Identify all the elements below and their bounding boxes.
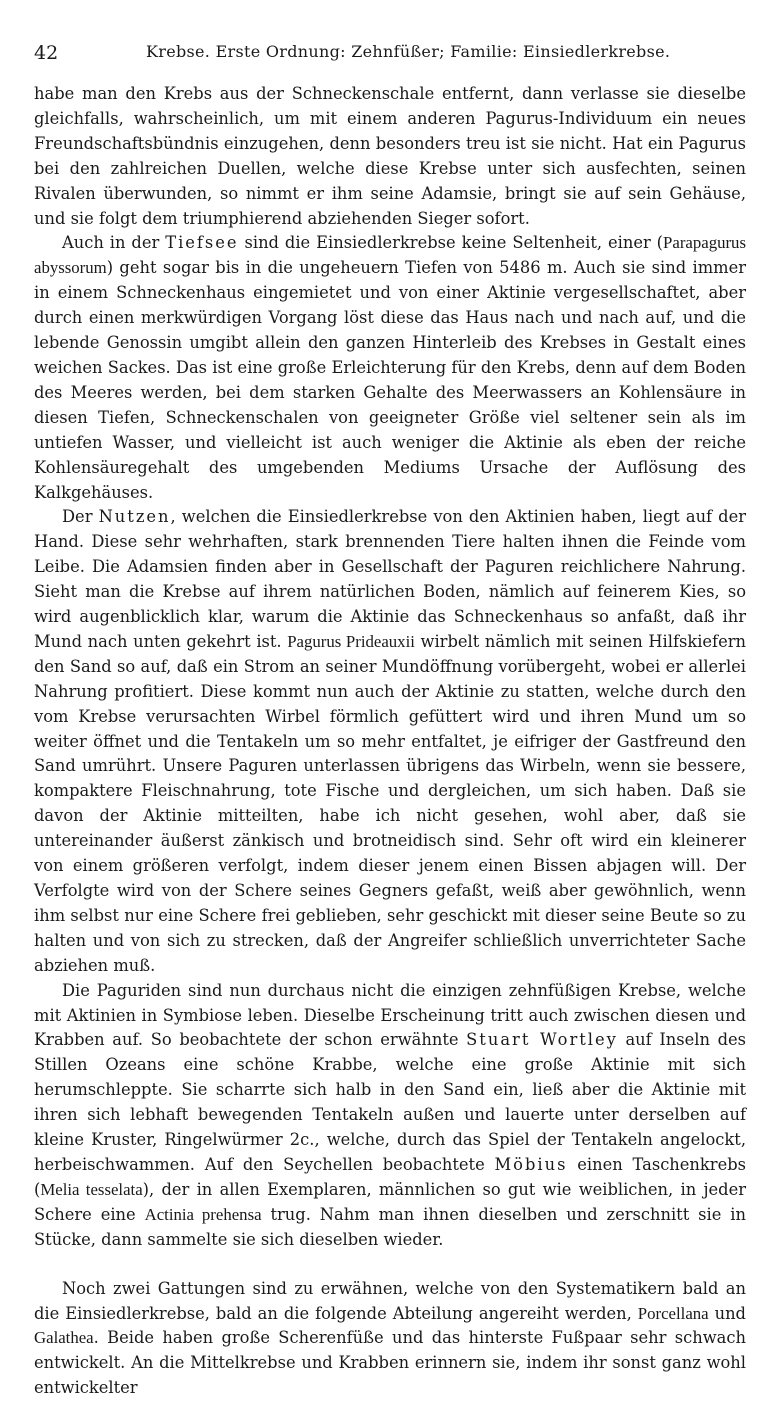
paragraph — [34, 1277, 746, 1401]
text-run: , welchen die Einsiedlerkrebse von den Aktinien haben, liegt auf der Hand. Diese sehr wehrhaften, stark brennenden Tiere halten ihnen die Feinde vom Leibe. Die Adamsien finden aber in Gesellschaft der Paguren reichlichere Nahrung. Sieht man die Krebse auf ihrem natürlichen Boden, nämlich auf feinerem Kies, so wird augenblicklich klar, warum die Aktinie das Schneckenhaus so anfaßt, daß ihr Mund nach unten gekehrt ist. — [34, 507, 746, 651]
paragraph — [34, 82, 746, 231]
text-run: wirbelt nämlich mit seinen Hilfskiefern den Sand so auf, daß ein Strom an seiner Mundöffnung vorübergeht, wobei er allerlei Nahrung profitiert. Diese kommt nun auch der Aktinie zu statten, welche durch den vom Krebse verursachten Wirbel förmlich gefüttert wird und ihren Mund um so weiter öffnet und die Tentakeln um so mehr entfaltet, je eifriger der Gastfreund den Sand umrührt. Unsere Paguren unterlassen übrigens das Wirbeln, wenn sie bessere, kompaktere Fleischnahrung, tote Fische und dergleichen, um sich haben. Daß sie davon der Aktinie mitteilten, habe ich nicht gesehen, wohl aber, daß sie untereinander äußerst zänkisch und brotneidisch sind. Sehr oft wird ein kleinerer von einem größeren verfolgt, indem dieser jenem einen Bissen abjagen will. Der Verfolgte wird von der Schere seines Gegners gefaßt, weiß aber gewöhnlich, wenn ihm selbst nur eine Schere frei geblieben, sehr geschickt mit dieser seine Beute so zu halten und von sich zu strecken, daß der Angreifer schließlich unverrichteter Sache abziehen muß. — [34, 631, 746, 975]
body-text — [34, 82, 746, 1401]
text-run: sind die Einsiedlerkrebse keine Seltenheit, einer ( — [238, 233, 664, 253]
text-run: Der — [62, 507, 99, 527]
text-run: habe man den Krebs aus der Schneckenschale entfernt, dann verlasse sie dieselbe gleichfalls, wahrscheinlich, um mit einem anderen Pagurus-Individuum ein neues Freundschaftsbündnis einzugehen, denn besonders treu ist sie nicht. Hat ein Pagurus bei den zahlreichen Duellen, welche diese Krebse unter sich ausfechten, seinen Rivalen überwunden, so nimmt er ihm seine Adamsie, bringt sie auf sein Gehäuse, und sie folgt dem triumphierend abziehenden Sieger sofort. — [34, 84, 746, 228]
text-run: Die Paguriden sind nun durchaus nicht die einzigen zehnfüßigen Krebse, welche mit Aktinien in Symbiose leben. Dieselbe Erscheinung tritt auch zwischen diesen und Krabben auf. So beobachtete der schon erwähnte — [34, 980, 746, 1050]
text-run: einen Taschenkrebs ( — [34, 1154, 746, 1199]
latin-term: Pagurus Prideauxii — [287, 631, 415, 651]
paragraph — [34, 979, 746, 1253]
text-run: und — [708, 1303, 746, 1323]
emphasized-term: Möbius — [494, 1154, 568, 1174]
text-run: trug. Nahm man ihnen dieselben und zerschnitt sie in Stücke, dann sammelte sie sich dieselben wieder. — [34, 1204, 746, 1249]
emphasized-term: Nutzen — [98, 507, 171, 527]
running-head: Krebse. Erste Ordnung: Zehnfüßer; Familie: Einsiedlerkrebse. — [146, 42, 671, 61]
text-run: Auch in der — [62, 233, 166, 253]
section-gap — [34, 1253, 746, 1277]
text-run: ) geht sogar bis in die ungeheuern Tiefen von 5486 m. Auch sie sind immer in einem Schneckenhaus eingemietet und von einer Aktinie vergesellschaftet, aber durch einen merkwürdigen Vorgang löst diese das Haus nach und nach auf, und die lebende Genossin umgibt allein den ganzen Hinterleib des Krebses in Gestalt eines weichen Sackes. Das ist eine große Erleichterung für den Krebs, denn auf dem Boden des Meeres werden, bei dem starken Gehalte des Meerwassers an Kohlensäure in diesen Tiefen, Schneckenschalen von geeigneter Größe viel seltener sein als im untiefen Wasser, und vielleicht ist auch weniger die Aktinie als eben der reiche Kohlensäuregehalt des umgebenden Mediums Ursache der Auflösung des Kalkgehäuses. — [34, 258, 746, 502]
text-run: ), der in allen Exemplaren, männlichen so gut wie weiblichen, in jeder Schere eine — [34, 1179, 746, 1224]
page-number: 42 — [34, 42, 59, 64]
page-header — [34, 30, 746, 64]
latin-term: Actinia prehensa — [144, 1204, 262, 1224]
text-run: . Beide haben große Scherenfüße und das hinterste Fußpaar sehr schwach entwickelt. An die Mittelkrebse und Krabben erinnern sie, indem ihr sonst ganz wohl entwickelter — [34, 1328, 746, 1398]
paragraph — [34, 231, 746, 505]
book-page — [34, 30, 746, 1401]
emphasized-term: Stuart Wortley — [466, 1030, 618, 1050]
text-run: Noch zwei Gattungen sind zu erwähnen, welche von den Systematikern bald an die Einsiedlerkrebse, bald an die folgende Abteilung angereiht werden, — [34, 1278, 746, 1323]
latin-term: Melia tesselata — [40, 1179, 143, 1199]
latin-term: Galathea — [34, 1328, 94, 1348]
paragraph — [34, 505, 746, 978]
emphasized-term: Tiefsee — [165, 233, 239, 253]
latin-term: Porcellana — [637, 1303, 709, 1323]
text-run: auf Inseln des Stillen Ozeans eine schöne Krabbe, welche eine große Aktinie mit sich herumschleppte. Sie scharrte sich halb in den Sand ein, ließ aber die Aktinie mit ihren sich lebhaft bewegenden Tentakeln außen und lauerte unter derselben auf kleine Kruster, Ringelwürmer 2c., welche, durch das Spiel der Tentakeln angelockt, herbeischwammen. Auf den Seychellen beobachtete — [34, 1030, 746, 1174]
latin-term: Parapagurus abyssorum — [34, 233, 746, 278]
